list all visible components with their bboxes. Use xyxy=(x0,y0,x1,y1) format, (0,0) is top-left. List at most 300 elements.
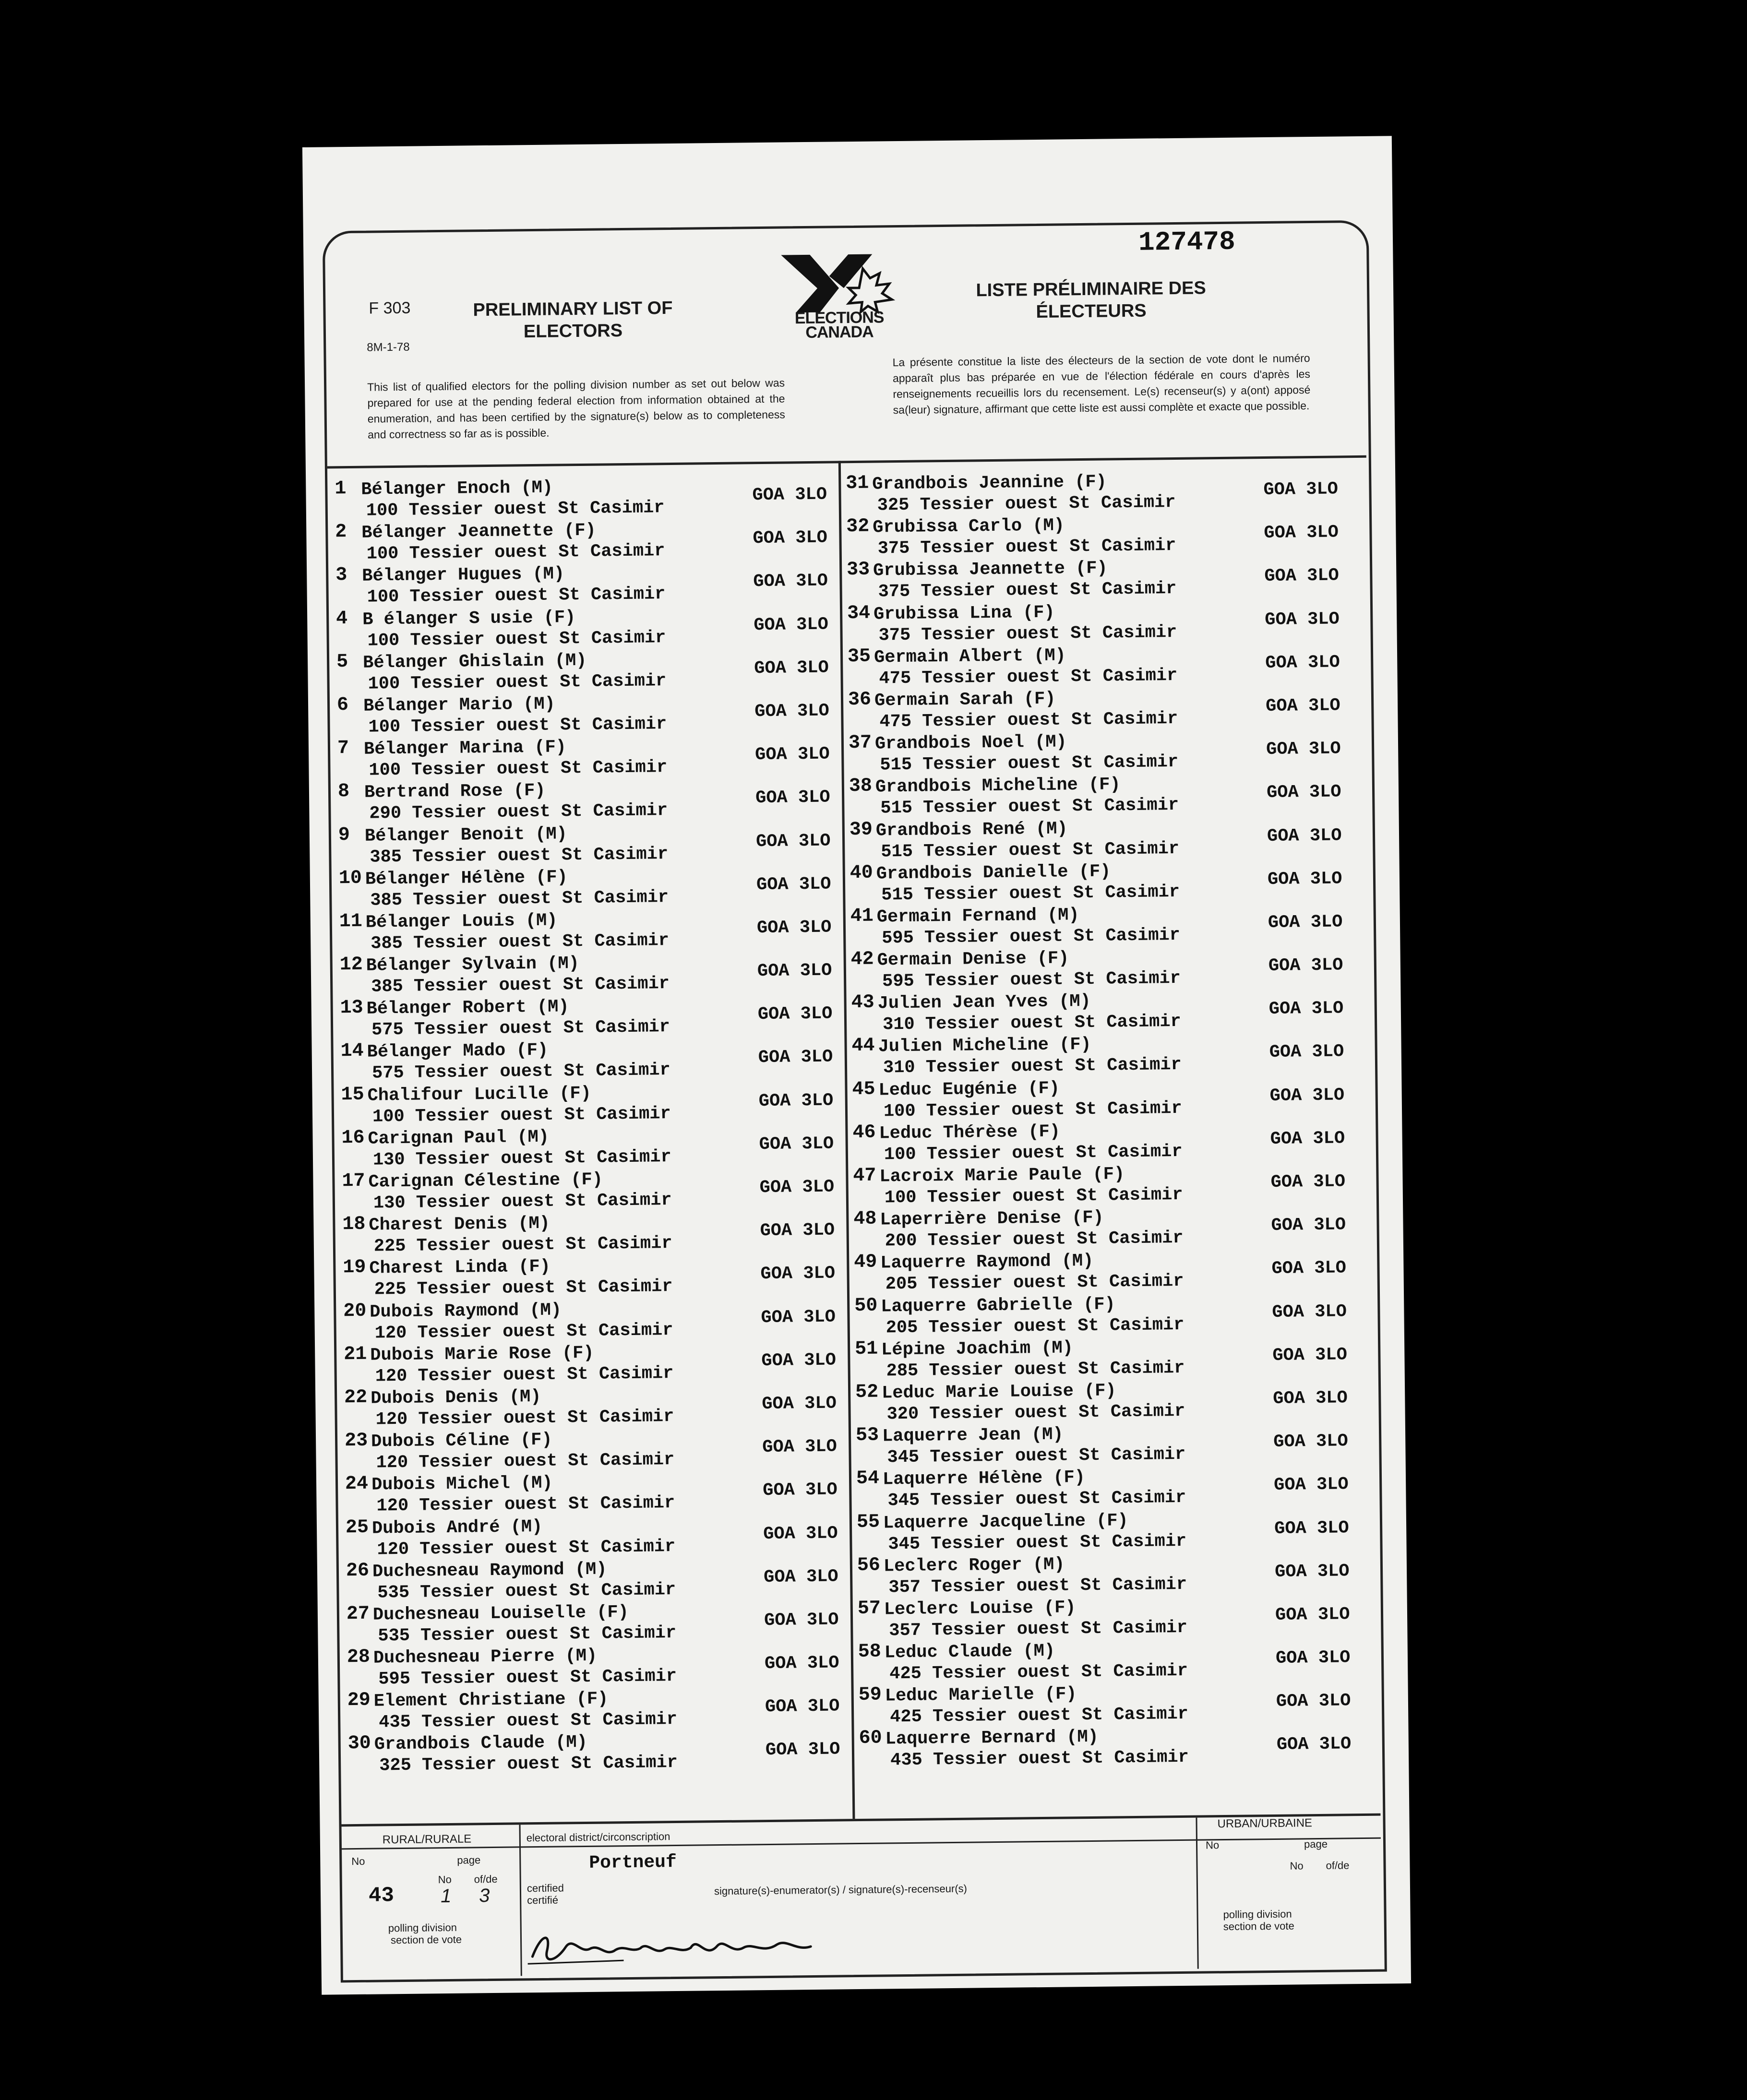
elector-postal-code: GOA 3LO xyxy=(758,1090,834,1111)
elector-postal-code: GOA 3LO xyxy=(1265,695,1340,716)
title-french xyxy=(971,277,1211,323)
elector-address: 375 Tessier ouest St Casimir xyxy=(877,536,1176,559)
elector-number: 27 xyxy=(346,1603,370,1625)
elector-address: 225 Tessier ouest St Casimir xyxy=(373,1233,672,1257)
elector-name: Laquerre Gabrielle (F) xyxy=(881,1294,1115,1317)
elector-row xyxy=(853,1160,1357,1208)
elector-row xyxy=(342,1208,847,1257)
elector-name: Leclerc Roger (M) xyxy=(883,1554,1065,1577)
elector-number: 14 xyxy=(340,1040,364,1062)
elector-name: Bélanger Sylvain (M) xyxy=(366,954,580,976)
elector-row xyxy=(846,467,1350,516)
elector-postal-code: GOA 3LO xyxy=(763,1566,838,1587)
elector-row xyxy=(335,473,839,521)
elector-address: 435 Tessier ouest St Casimir xyxy=(890,1747,1189,1771)
elector-address: 130 Tessier ouest St Casimir xyxy=(373,1190,672,1214)
elector-name: Duchesneau Louiselle (F) xyxy=(372,1602,629,1625)
elector-row xyxy=(847,597,1352,646)
elector-number: 6 xyxy=(336,694,349,716)
title-english-line1: PRELIMINARY LIST OF xyxy=(473,298,673,321)
elector-row xyxy=(344,1382,849,1430)
elector-address: 100 Tessier ouest St Casimir xyxy=(369,757,668,781)
elector-number: 39 xyxy=(849,819,873,841)
elector-number: 24 xyxy=(345,1473,369,1495)
elector-number: 51 xyxy=(854,1338,878,1360)
elector-postal-code: GOA 3LO xyxy=(1268,912,1343,933)
elector-name: Carignan Célestine (F) xyxy=(368,1169,603,1193)
elector-row xyxy=(340,949,844,997)
elector-row xyxy=(849,727,1353,776)
elector-number: 34 xyxy=(847,602,871,624)
intro-french: La présente constitue la liste des électeurs de la section de vote dont le numéro apparaît plus bas préparée en vue de l'élection fédérale en cours d'après les renseignements recueillis lors du recensement. Le(s) recenseur(s) y a(ont) apposé sa(leur) signature, affirmant que cette liste est aussi complète et exacte que possible. xyxy=(892,352,1311,417)
elector-name: Bélanger Mario (M) xyxy=(363,694,555,716)
elector-address: 345 Tessier ouest St Casimir xyxy=(887,1488,1186,1511)
elector-postal-code: GOA 3LO xyxy=(1273,1474,1349,1496)
elector-name: Laquerre Hélène (F) xyxy=(882,1468,1086,1490)
elector-name: Grubissa Lina (F) xyxy=(873,602,1055,625)
elector-address: 357 Tessier ouest St Casimir xyxy=(888,1574,1187,1598)
elector-number: 49 xyxy=(854,1251,877,1274)
elector-postal-code: GOA 3LO xyxy=(1265,652,1340,673)
elector-row xyxy=(336,603,840,651)
elector-name: Germain Sarah (F) xyxy=(874,689,1056,711)
elector-row xyxy=(339,906,844,954)
electoral-district-value: Portneuf xyxy=(589,1852,677,1873)
elector-postal-code: GOA 3LO xyxy=(755,831,831,852)
elector-number: 53 xyxy=(855,1424,879,1447)
elector-row xyxy=(846,511,1351,559)
serial-number: 127478 xyxy=(1138,226,1236,258)
urban-polling-division-fr: section de vote xyxy=(1223,1920,1294,1933)
rural-label: RURAL/RURALE xyxy=(382,1832,472,1847)
elector-row xyxy=(337,732,842,781)
elector-number: 19 xyxy=(343,1257,366,1279)
elector-number: 20 xyxy=(343,1300,367,1322)
elector-name: Leclerc Louise (F) xyxy=(884,1598,1076,1620)
elector-address: 225 Tessier ouest St Casimir xyxy=(374,1277,673,1300)
elector-row xyxy=(856,1420,1360,1468)
elector-number: 55 xyxy=(856,1511,880,1533)
elector-postal-code: GOA 3LO xyxy=(1267,825,1342,847)
elector-number: 28 xyxy=(347,1646,371,1669)
elector-address: 575 Tessier ouest St Casimir xyxy=(371,1017,670,1040)
elector-row xyxy=(857,1506,1361,1555)
logo-text xyxy=(770,310,909,340)
page-total: 3 xyxy=(479,1885,490,1907)
elector-number: 43 xyxy=(851,991,874,1014)
elector-number: 8 xyxy=(337,781,350,803)
elector-address: 100 Tessier ouest St Casimir xyxy=(884,1184,1183,1208)
elector-number: 32 xyxy=(846,515,870,538)
elector-number: 56 xyxy=(857,1554,881,1576)
elector-address: 435 Tessier ouest St Casimir xyxy=(379,1709,678,1733)
elector-name: Laquerre Bernard (M) xyxy=(885,1727,1099,1750)
elector-row xyxy=(858,1593,1362,1641)
elector-name: Laquerre Jacqueline (F) xyxy=(883,1510,1128,1533)
signature-label: signature(s)-enumerator(s) / signature(s)-recenseur(s) xyxy=(714,1882,968,1897)
elector-postal-code: GOA 3LO xyxy=(1265,609,1340,630)
elector-name: Bélanger Hélène (F) xyxy=(365,867,568,890)
elector-address: 120 Tessier ouest St Casimir xyxy=(376,1450,675,1473)
elector-address: 575 Tessier ouest St Casimir xyxy=(371,1060,671,1084)
elector-address: 535 Tessier ouest St Casimir xyxy=(377,1579,676,1603)
elector-number: 5 xyxy=(336,651,348,673)
elector-row xyxy=(855,1376,1360,1425)
urban-page-of-label: of/de xyxy=(1326,1859,1350,1872)
elector-row xyxy=(346,1512,850,1560)
elector-address: 120 Tessier ouest St Casimir xyxy=(374,1320,673,1344)
elector-postal-code: GOA 3LO xyxy=(757,1003,833,1025)
elector-row xyxy=(848,684,1352,732)
elector-name: Bélanger Hugues (M) xyxy=(362,564,565,587)
elector-postal-code: GOA 3LO xyxy=(1269,1041,1344,1063)
elector-address: 475 Tessier ouest St Casimir xyxy=(879,665,1178,689)
elector-row xyxy=(852,1074,1356,1122)
elector-number: 54 xyxy=(856,1468,880,1490)
elector-address: 100 Tessier ouest St Casimir xyxy=(366,498,665,521)
elector-address: 120 Tessier ouest St Casimir xyxy=(375,1406,674,1430)
elector-address: 515 Tessier ouest St Casimir xyxy=(880,795,1179,819)
elector-name: Dubois Marie Rose (F) xyxy=(370,1343,594,1366)
elector-name: Grandbois René (M) xyxy=(875,818,1068,841)
elector-number: 3 xyxy=(335,564,347,586)
elector-number: 41 xyxy=(850,905,874,927)
elector-address: 100 Tessier ouest St Casimir xyxy=(367,627,666,651)
elector-postal-code: GOA 3LO xyxy=(758,1047,833,1068)
elector-postal-code: GOA 3LO xyxy=(754,744,830,765)
elector-name: Leduc Marielle (F) xyxy=(885,1684,1077,1706)
elections-canada-logo xyxy=(776,249,901,318)
urban-label: URBAN/URBAINE xyxy=(1217,1816,1313,1831)
elector-number: 23 xyxy=(344,1430,368,1452)
elector-name: Julien Micheline (F) xyxy=(878,1035,1091,1057)
elector-name: Bélanger Ghislain (M) xyxy=(362,650,587,673)
elector-postal-code: GOA 3LO xyxy=(1275,1604,1350,1625)
elector-postal-code: GOA 3LO xyxy=(763,1523,838,1544)
elector-address: 515 Tessier ouest St Casimir xyxy=(881,838,1180,862)
polling-division-label-fr: section de vote xyxy=(390,1933,462,1946)
enumerator-signature xyxy=(527,1925,816,1971)
elector-address: 100 Tessier ouest St Casimir xyxy=(883,1098,1182,1122)
elector-row xyxy=(342,1165,846,1214)
logo-text-line1: ELECTIONS xyxy=(794,308,884,328)
elector-name: Duchesneau Pierre (M) xyxy=(373,1646,598,1669)
elector-number: 15 xyxy=(341,1084,364,1106)
form-date: 8M-1-78 xyxy=(367,340,410,354)
elector-name: Leduc Eugénie (F) xyxy=(878,1078,1060,1101)
elector-postal-code: GOA 3LO xyxy=(756,874,831,895)
elector-name: Germain Fernand (M) xyxy=(876,905,1079,928)
elector-address: 205 Tessier ouest St Casimir xyxy=(885,1314,1185,1338)
elector-number: 44 xyxy=(851,1035,875,1057)
elector-number: 10 xyxy=(338,867,362,889)
elector-postal-code: GOA 3LO xyxy=(760,1263,836,1285)
elector-name: Laperrière Denise (F) xyxy=(880,1207,1104,1230)
elector-row xyxy=(856,1463,1361,1511)
elector-name: Bélanger Robert (M) xyxy=(366,997,569,1019)
elector-address: 100 Tessier ouest St Casimir xyxy=(372,1103,671,1127)
elector-name: Duchesneau Raymond (M) xyxy=(372,1559,607,1582)
elector-number: 48 xyxy=(853,1208,877,1230)
elector-address: 345 Tessier ouest St Casimir xyxy=(888,1531,1187,1554)
title-english-line2: ELECTORS xyxy=(523,321,623,342)
elector-address: 290 Tessier ouest St Casimir xyxy=(369,800,668,824)
elector-postal-code: GOA 3LO xyxy=(762,1393,837,1415)
elector-postal-code: GOA 3LO xyxy=(1264,522,1339,544)
elector-postal-code: GOA 3LO xyxy=(755,787,830,809)
elector-number: 40 xyxy=(850,862,874,884)
elector-address: 325 Tessier ouest St Casimir xyxy=(877,492,1176,516)
form-number: F 303 xyxy=(369,298,411,318)
elector-name: Dubois Raymond (M) xyxy=(370,1300,562,1323)
elector-name: Bélanger Louis (M) xyxy=(365,910,558,933)
elector-name: Grubissa Jeannette (F) xyxy=(873,558,1108,581)
title-english xyxy=(457,297,688,344)
elector-address: 205 Tessier ouest St Casimir xyxy=(885,1271,1184,1295)
polling-division-number: 43 xyxy=(368,1884,395,1908)
elector-row xyxy=(859,1679,1363,1728)
elector-name: Laquerre Raymond (M) xyxy=(880,1251,1094,1274)
elector-row xyxy=(335,560,840,608)
elector-address: 515 Tessier ouest St Casimir xyxy=(880,752,1179,776)
elector-name: Lacroix Marie Paule (F) xyxy=(879,1164,1125,1187)
elector-row xyxy=(344,1338,848,1387)
elector-address: 100 Tessier ouest St Casimir xyxy=(367,584,666,608)
elector-address: 475 Tessier ouest St Casimir xyxy=(879,708,1178,732)
elector-number: 13 xyxy=(340,997,363,1019)
elector-postal-code: GOA 3LO xyxy=(759,1177,835,1198)
elector-number: 9 xyxy=(338,824,350,846)
elector-number: 29 xyxy=(347,1689,371,1712)
elector-postal-code: GOA 3LO xyxy=(757,960,832,982)
elector-postal-code: GOA 3LO xyxy=(764,1653,839,1674)
page-number: 1 xyxy=(440,1885,452,1907)
elector-postal-code: GOA 3LO xyxy=(1271,1258,1347,1279)
polling-division-label-en: polling division xyxy=(388,1921,457,1934)
elector-name: Grandbois Claude (M) xyxy=(374,1732,588,1755)
elector-row xyxy=(341,1122,846,1170)
elector-postal-code: GOA 3LO xyxy=(1266,782,1341,803)
elector-address: 375 Tessier ouest St Casimir xyxy=(878,579,1177,602)
elector-number: 37 xyxy=(848,732,872,754)
elector-name: Germain Albert (M) xyxy=(874,645,1066,668)
elector-address: 357 Tessier ouest St Casimir xyxy=(889,1617,1188,1641)
elector-name: Bélanger Jeannette (F) xyxy=(361,520,597,543)
elector-name: Charest Denis (M) xyxy=(369,1213,550,1236)
elector-postal-code: GOA 3LO xyxy=(1267,869,1342,890)
elector-number: 7 xyxy=(337,738,349,760)
elector-address: 100 Tessier ouest St Casimir xyxy=(368,714,667,738)
elector-name: Leduc Marie Louise (F) xyxy=(881,1381,1116,1404)
elector-address: 130 Tessier ouest St Casimir xyxy=(372,1146,671,1170)
elector-postal-code: GOA 3LO xyxy=(1276,1734,1352,1755)
elector-number: 38 xyxy=(849,775,873,798)
elector-address: 325 Tessier ouest St Casimir xyxy=(379,1753,678,1776)
document-page xyxy=(302,136,1411,1995)
elector-row xyxy=(346,1555,850,1603)
elector-number: 60 xyxy=(859,1727,882,1750)
elector-postal-code: GOA 3LO xyxy=(754,614,829,635)
elector-row xyxy=(345,1425,849,1473)
elector-number: 25 xyxy=(345,1516,369,1539)
elector-row xyxy=(345,1468,850,1517)
elector-number: 58 xyxy=(858,1641,882,1663)
elector-name: Grandbois Micheline (F) xyxy=(875,775,1121,798)
elector-address: 595 Tessier ouest St Casimir xyxy=(882,925,1181,949)
elector-name: Chalifour Lucille (F) xyxy=(367,1083,592,1106)
elector-number: 57 xyxy=(857,1598,881,1620)
elector-row xyxy=(851,987,1355,1035)
elector-address: 425 Tessier ouest St Casimir xyxy=(890,1704,1189,1728)
elector-postal-code: GOA 3LO xyxy=(1270,1128,1345,1149)
elector-name: Dubois Denis (M) xyxy=(370,1386,541,1409)
elector-postal-code: GOA 3LO xyxy=(1274,1561,1350,1582)
elector-row xyxy=(848,641,1352,689)
elector-row xyxy=(347,1641,851,1690)
elector-postal-code: GOA 3LO xyxy=(754,701,829,722)
elector-row xyxy=(343,1295,848,1344)
elector-address: 200 Tessier ouest St Casimir xyxy=(885,1228,1184,1252)
elector-postal-code: GOA 3LO xyxy=(765,1739,840,1761)
elector-row xyxy=(347,1598,851,1647)
elector-number: 50 xyxy=(854,1295,878,1317)
elector-number: 18 xyxy=(342,1213,366,1236)
elector-row xyxy=(858,1636,1363,1684)
elector-name: Grandbois Jeannine (F) xyxy=(872,472,1107,495)
elector-row xyxy=(847,554,1351,603)
elector-name: Dubois Céline (F) xyxy=(371,1430,552,1452)
elector-name: Germain Denise (F) xyxy=(877,948,1069,971)
elector-address: 320 Tessier ouest St Casimir xyxy=(886,1401,1185,1425)
elector-address: 285 Tessier ouest St Casimir xyxy=(886,1358,1185,1382)
elector-address: 385 Tessier ouest St Casimir xyxy=(371,930,670,954)
elector-number: 16 xyxy=(341,1127,365,1149)
elector-postal-code: GOA 3LO xyxy=(1275,1647,1351,1669)
elector-address: 535 Tessier ouest St Casimir xyxy=(378,1623,677,1647)
elector-name: Element Christiane (F) xyxy=(373,1689,609,1712)
elector-address: 385 Tessier ouest St Casimir xyxy=(370,844,669,868)
elector-postal-code: GOA 3LO xyxy=(762,1436,837,1458)
elector-address: 345 Tessier ouest St Casimir xyxy=(887,1444,1186,1468)
elector-number: 30 xyxy=(347,1733,371,1755)
elector-postal-code: GOA 3LO xyxy=(1263,479,1339,501)
elector-row xyxy=(850,900,1355,949)
elector-row xyxy=(348,1728,852,1777)
elector-address: 310 Tessier ouest St Casimir xyxy=(883,1055,1182,1078)
urban-page-no-label: No xyxy=(1290,1860,1304,1872)
elector-postal-code: GOA 3LO xyxy=(1271,1215,1346,1236)
elector-name: Dubois Michel (M) xyxy=(371,1473,553,1495)
elector-postal-code: GOA 3LO xyxy=(761,1350,837,1371)
elector-row xyxy=(347,1684,852,1733)
elector-number: 47 xyxy=(853,1165,876,1187)
elector-address: 120 Tessier ouest St Casimir xyxy=(376,1493,675,1516)
elector-number: 26 xyxy=(346,1560,370,1582)
elector-number: 45 xyxy=(852,1078,875,1100)
elector-postal-code: GOA 3LO xyxy=(1272,1301,1347,1323)
elector-row xyxy=(859,1722,1363,1771)
elector-name: Charest Linda (F) xyxy=(369,1257,551,1279)
elector-name: Laquerre Jean (M) xyxy=(882,1424,1064,1447)
elector-row xyxy=(340,1036,845,1084)
page-no-label: No xyxy=(438,1873,452,1886)
elector-postal-code: GOA 3LO xyxy=(754,657,829,679)
elector-row xyxy=(340,992,844,1041)
elector-row xyxy=(850,857,1354,906)
elector-postal-code: GOA 3LO xyxy=(1266,739,1341,760)
elector-row xyxy=(850,814,1354,862)
elector-postal-code: GOA 3LO xyxy=(1270,1171,1346,1193)
elector-row xyxy=(341,1079,845,1127)
elector-address: 100 Tessier ouest St Casimir xyxy=(368,670,667,694)
elector-address: 100 Tessier ouest St Casimir xyxy=(884,1141,1183,1165)
elector-row xyxy=(338,819,843,868)
elector-number: 36 xyxy=(848,689,872,711)
elector-row xyxy=(853,1203,1358,1252)
elector-postal-code: GOA 3LO xyxy=(756,917,832,939)
elector-row xyxy=(852,1117,1357,1165)
elector-number: 17 xyxy=(342,1170,365,1193)
elector-address: 595 Tessier ouest St Casimir xyxy=(882,968,1181,992)
elector-number: 4 xyxy=(335,608,348,630)
elector-number: 46 xyxy=(852,1122,876,1144)
elector-postal-code: GOA 3LO xyxy=(1269,1085,1345,1106)
elector-address: 375 Tessier ouest St Casimir xyxy=(878,622,1177,646)
elector-address: 120 Tessier ouest St Casimir xyxy=(375,1363,674,1387)
elector-name: Julien Jean Yves (M) xyxy=(877,991,1091,1014)
elector-address: 120 Tessier ouest St Casimir xyxy=(377,1536,676,1560)
elector-row xyxy=(339,862,843,911)
elector-postal-code: GOA 3LO xyxy=(1268,955,1343,977)
elector-address: 425 Tessier ouest St Casimir xyxy=(889,1660,1188,1684)
elector-address: 595 Tessier ouest St Casimir xyxy=(378,1666,677,1690)
elector-number: 22 xyxy=(344,1386,368,1409)
elector-number: 52 xyxy=(855,1381,879,1404)
certified-label-fr: certifié xyxy=(527,1894,559,1907)
elector-name: Dubois André (M) xyxy=(371,1516,543,1539)
elector-name: Bélanger Benoit (M) xyxy=(364,823,568,847)
elector-name: Bélanger Enoch (M) xyxy=(361,477,553,500)
urban-page-label: page xyxy=(1304,1838,1328,1850)
elector-address: 385 Tessier ouest St Casimir xyxy=(371,974,670,997)
elector-postal-code: GOA 3LO xyxy=(1272,1345,1348,1366)
elector-row xyxy=(854,1290,1359,1338)
elector-name: Grubissa Carlo (M) xyxy=(873,515,1065,538)
elector-number: 2 xyxy=(335,521,347,543)
elector-row xyxy=(336,646,841,694)
elector-postal-code: GOA 3LO xyxy=(1273,1388,1348,1409)
elector-postal-code: GOA 3LO xyxy=(1276,1691,1351,1712)
elector-postal-code: GOA 3LO xyxy=(753,571,828,592)
elector-postal-code: GOA 3LO xyxy=(759,1134,834,1155)
elector-number: 31 xyxy=(846,472,869,495)
intro-english: This list of qualified electors for the polling division number as set out below was prepared for use at the pending federal election from information obtained at the enumeration, and has been certified by the signature(s) below as to completeness and correctness so far as is possible. xyxy=(367,376,785,441)
elector-name: Grandbois Noel (M) xyxy=(874,732,1067,754)
elector-name: Bélanger Marina (F) xyxy=(363,737,567,760)
elector-row xyxy=(335,516,839,565)
electors-right-column xyxy=(846,467,1363,1771)
electoral-district-label: electoral district/circonscription xyxy=(526,1830,670,1844)
elector-postal-code: GOA 3LO xyxy=(1274,1517,1349,1539)
elector-row xyxy=(343,1252,847,1301)
elector-number: 35 xyxy=(847,645,871,668)
elector-name: B élanger S usie (F) xyxy=(362,607,576,630)
elector-number: 1 xyxy=(335,478,347,500)
elector-address: 385 Tessier ouest St Casimir xyxy=(370,887,669,911)
elector-name: Bertrand Rose (F) xyxy=(364,781,546,803)
elector-number: 21 xyxy=(344,1343,367,1365)
elector-postal-code: GOA 3LO xyxy=(1273,1431,1348,1453)
